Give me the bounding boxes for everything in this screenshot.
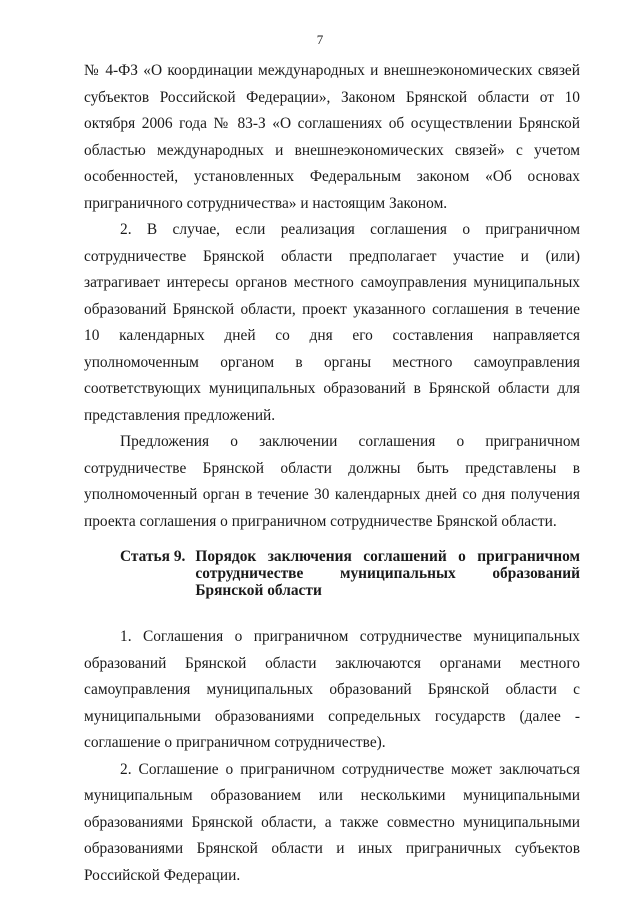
page-number: 7 — [316, 32, 324, 47]
paragraph-item-2: 2. В случае, если реализация соглашения о приграничном сотрудничестве Брянской области предполагает участие и (или) затрагивает интересы органов местного самоуправления муниципальных образований Брянской области, проект указанного соглашения в течение 10 календарных дней со дня его составления направляется уполномоченным органом в органы местного самоуправления соответствующих муниципальных образований в Брянской области для представления предложений. — [84, 221, 580, 424]
paragraph-proposals: Предложения о заключении соглашения о приграничном сотрудничестве Брянской области должны быть представлены в уполномоченный орган в течение 30 календарных дней со дня получения проекта соглашения о приграничном сотрудничестве Брянской области. — [84, 433, 580, 530]
article-number: Статья 9. — [120, 548, 186, 565]
article-9-item-2: 2. Соглашение о приграничном сотрудничестве может заключаться муниципальным образованием или несколькими муниципальными образованиями Брянской области, а также совместно муниципальными образованиями Брянской области и иных приграничных субъектов Российской Федерации. — [84, 760, 580, 884]
document-body — [84, 58, 580, 889]
paragraph-continuation: № 4-ФЗ «О координации международных и внешнеэкономических связей субъектов Российской Федерации», Законом Брянской области от 10 октября 2006 года № 83-З «О соглашениях об осуществлении Брянской областью международных и внешнеэкономических связей» с учетом особенностей, установленных Федеральным законом «Об основах приграничного сотрудничества» и настоящим Законом. — [84, 62, 580, 212]
article-title: Порядок заключения соглашений о приграничном сотрудничестве муниципальных образований Брянской области — [195, 548, 580, 599]
article-heading — [120, 548, 580, 599]
article-9-item-1: 1. Соглашения о приграничном сотрудничестве муниципальных образований Брянской области заключаются органами местного самоуправления муниципальных образований Брянской области с муниципальными образованиями сопредельных государств (далее - соглашение о приграничном сотрудничестве). — [84, 628, 580, 751]
